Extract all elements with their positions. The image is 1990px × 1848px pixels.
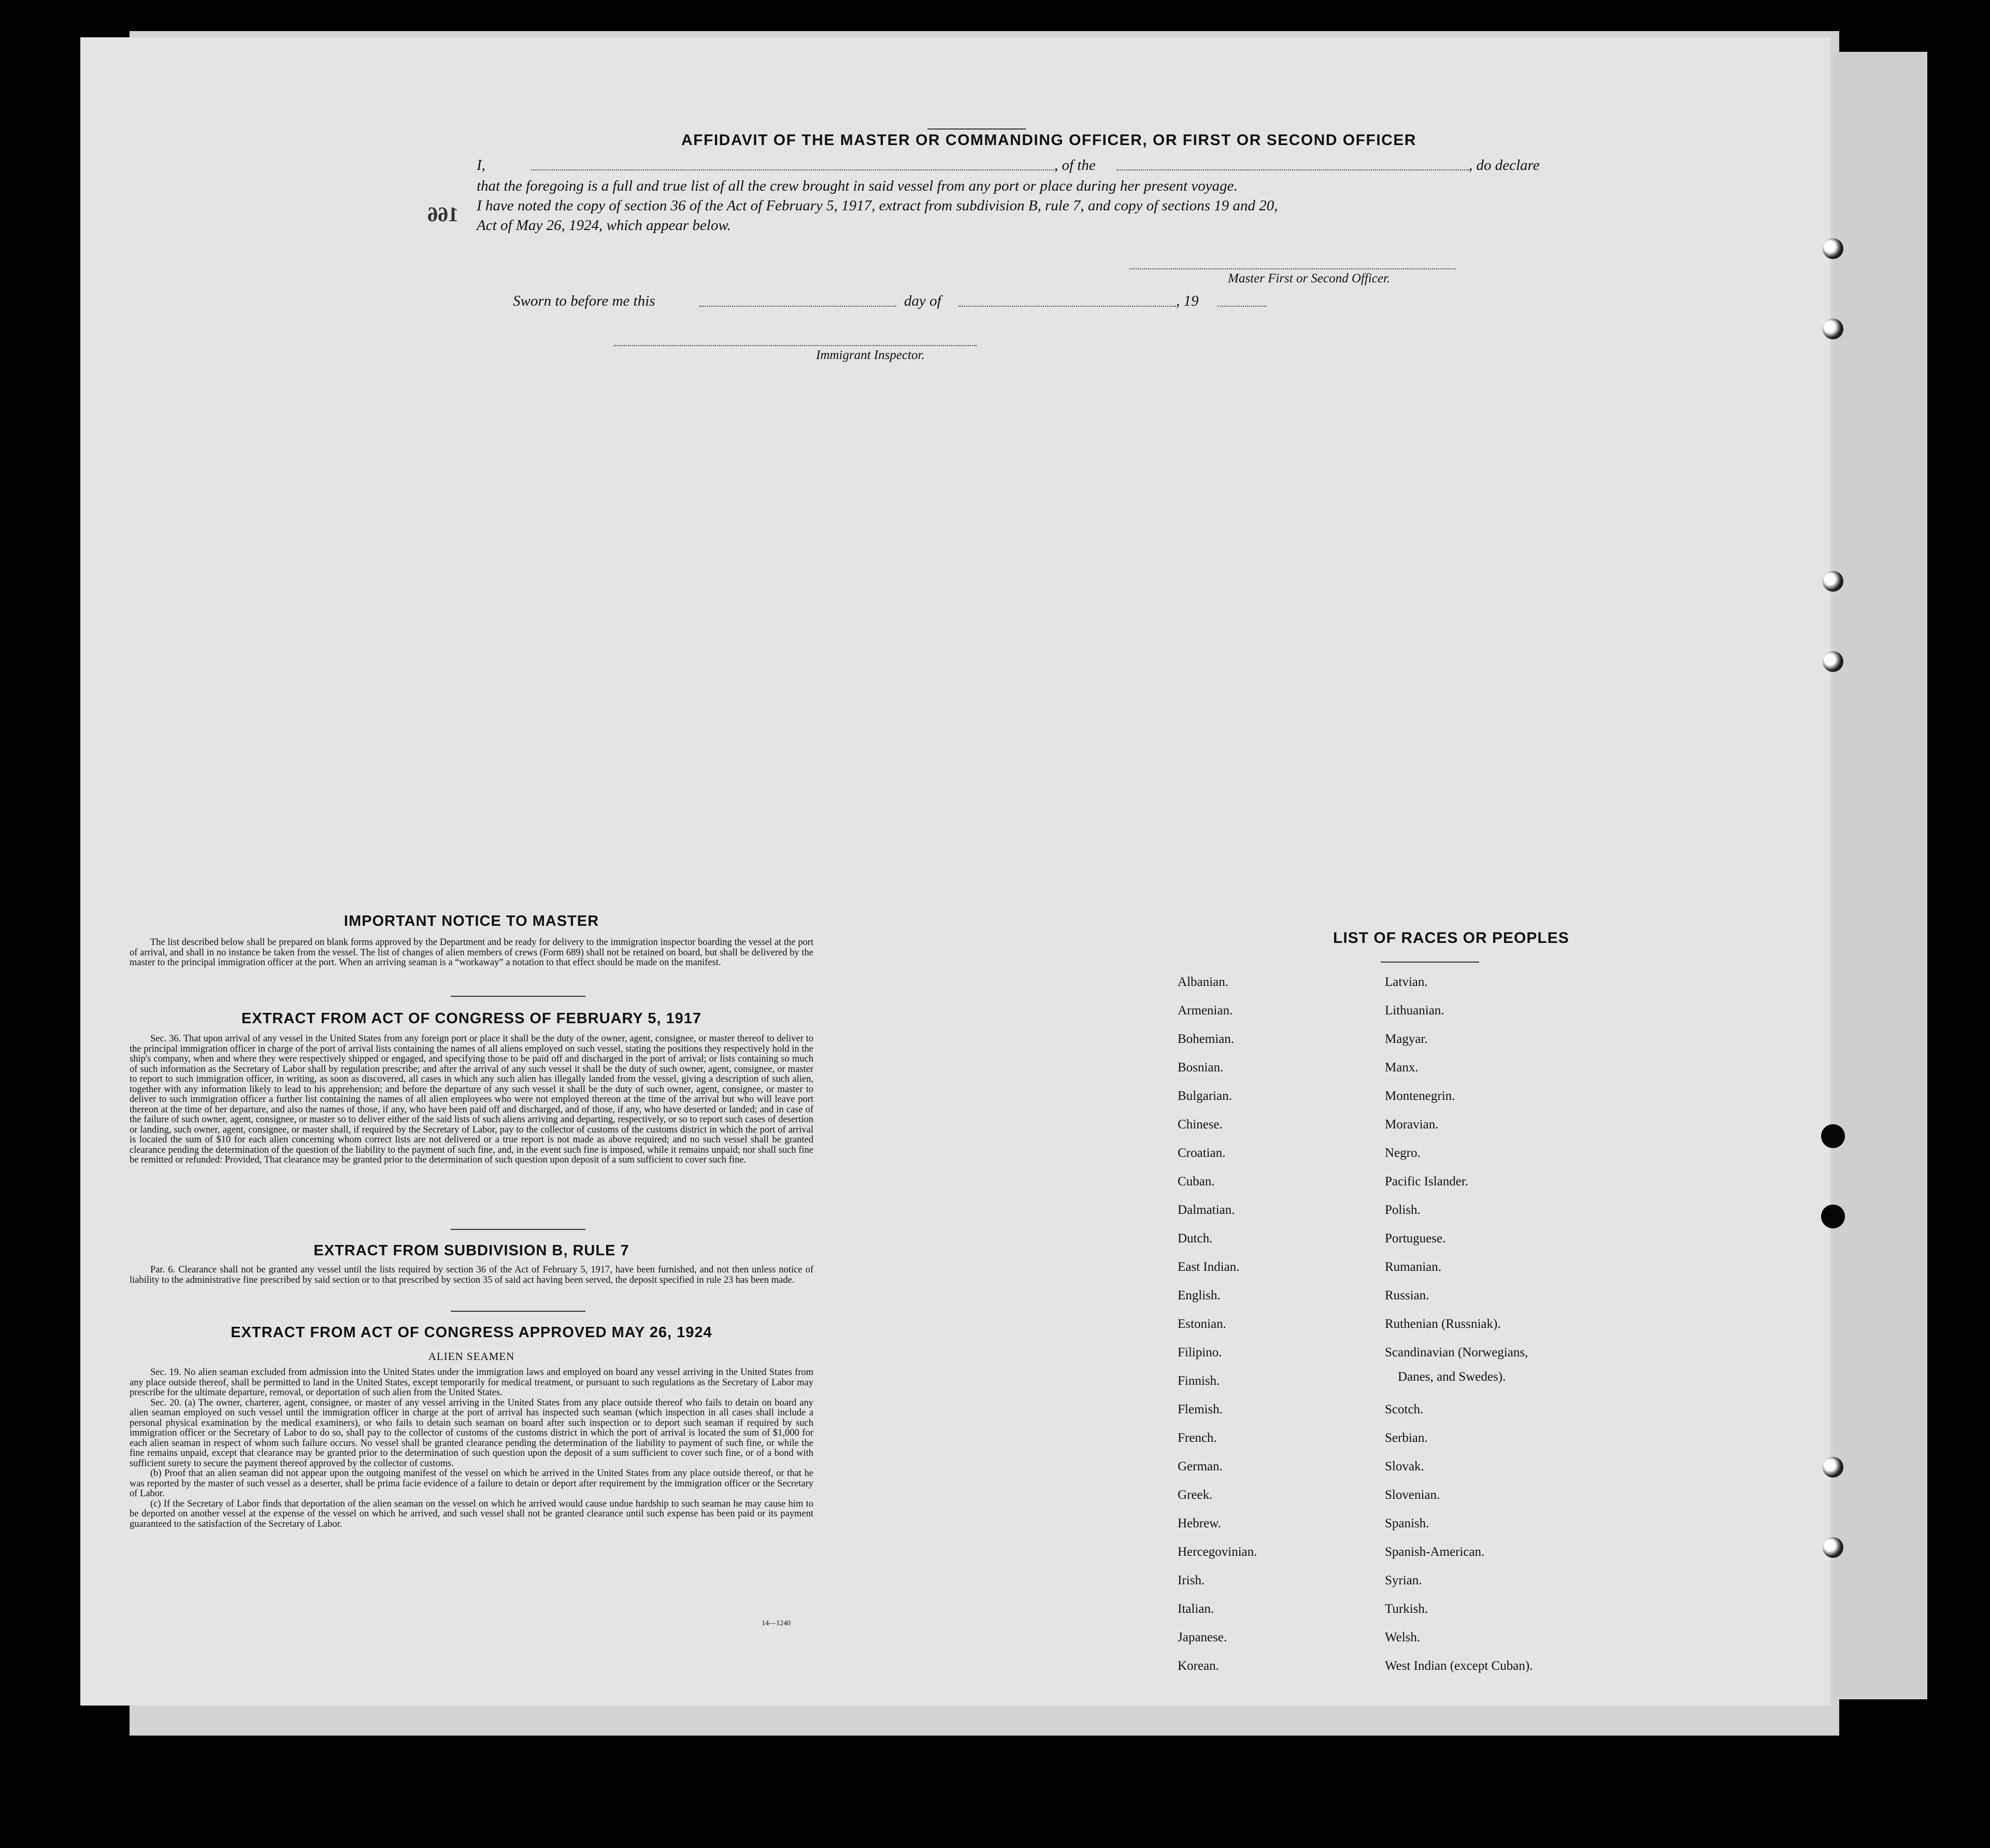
race-item: Polish. (1385, 1203, 1421, 1217)
races-title: LIST OF RACES OR PEOPLES (1333, 929, 1569, 947)
race-item: Magyar. (1385, 1032, 1428, 1046)
master-signature-label: Master First or Second Officer. (1228, 271, 1391, 285)
race-item: Manx. (1385, 1061, 1419, 1075)
extract-1917-text: Sec. 36. That upon arrival of any vessel in the United States from any foreign port or place it shall be the duty of the owner, agent, consignee, or master thereof to deliver to the principal immigration officer in charge of the port of arrival lists containing the names of all aliens employed on such vessel, stating the positions they respectively hold in the ship's company, when and where they were respectively shipped or engaged, and specifying those to be paid off and discharged in the port of arrival; or lists containing so much of such information as the Secretary of Labor shall by regulation prescribe; and after the arrival of any such vessel it shall be the duty of such owner, agent, consignee, or master to report to such immigration officer, in writing, as soon as discovered, all cases in which any such alien has illegally landed from the vessel, giving a description of such alien, together with any information likely to lead to his apprehension; and before the departure of any such vessel it shall be the duty of such owner, agent, consignee, or master to deliver to such immigration officer a further list containing the names of all alien employees who were not employed thereon at the time of the arrival but who will leave port thereon at the time of her departure, and also the names of those, if any, who have been paid off and discharged, and of those, if any, who have deserted or landed; and in case of the failure of such owner, agent, consignee, or master so to deliver either of the said lists of such aliens arriving and departing, respectively, or so to report such cases of desertion or landing, such owner, agent, consignee, or master shall, if required by the Secretary of Labor, pay to the collector of customs of the customs district in which the port of arrival is located the sum of $10 for each alien concerning whom correct lists are not delivered or a true report is not made as above required; and no such vessel shall be granted clearance pending the determination of the question of the liability to the payment of such fine, and, in the event such fine is imposed, while it remains unpaid; nor shall such fine be remitted or refunded: Provided, That clearance may be granted prior to the determination of such question upon deposit of a sum sufficient to cover such fine. (130, 1034, 813, 1165)
race-item: Serbian. (1385, 1431, 1428, 1445)
sec19-text: Sec. 19. No alien seaman excluded from admission into the United States under the immigration laws and employed on board any vessel arriving in the United States from any place outside thereof, shall be permitted to land in the United States, except temporarily for medical treatment, or pursuant to such regulations as the Secretary of Labor may prescribe for the ultimate departure, removal, or deportation of such alien from the United States. (130, 1367, 813, 1398)
sworn-day-blank (699, 306, 896, 307)
race-item: Slovenian. (1385, 1488, 1440, 1502)
sec20b-text: (b) Proof that an alien seaman did not appear upon the outgoing manifest of the vessel on which he arrived in the United States from any place outside thereof, or that he was reported by the master of such vessel as a deserter, shall be prima facie evidence of a failure to detain or deport after requirement by the immigration officer or the Secretary of Labor. (130, 1468, 813, 1499)
race-item: Scotch. (1385, 1402, 1424, 1416)
punch-hole (1821, 1205, 1845, 1228)
race-item: Irish. (1178, 1573, 1205, 1587)
race-item: Spanish-American. (1385, 1545, 1485, 1559)
race-item: Welsh. (1385, 1630, 1421, 1644)
race-item: Croatian. (1178, 1146, 1226, 1160)
race-item: Portuguese. (1385, 1231, 1446, 1245)
extract-1917-title: EXTRACT FROM ACT OF CONGRESS OF FEBRUARY 5, 1917 (241, 1010, 702, 1027)
race-item: Turkish. (1385, 1602, 1428, 1616)
punch-hole (1823, 651, 1843, 672)
race-item: Hebrew. (1178, 1516, 1221, 1530)
race-item: Syrian. (1385, 1573, 1422, 1587)
year-blank (1218, 306, 1267, 307)
punch-hole (1823, 1537, 1843, 1558)
race-item: Ruthenian (Russniak). (1385, 1317, 1501, 1331)
vessel-blank (1116, 169, 1469, 170)
race-item: Moravian. (1385, 1118, 1439, 1131)
race-item: English. (1178, 1288, 1221, 1302)
race-item: Slovak. (1385, 1459, 1424, 1473)
form-number: 14—1240 (762, 1620, 791, 1627)
notice-title: IMPORTANT NOTICE TO MASTER (343, 913, 599, 929)
sec20c-text: (c) If the Secretary of Labor finds that deportation of the alien seaman on the vessel on which he arrived would cause undue hardship to such seaman he may cause him to be deported on another vessel at the expense of the vessel on which he arrived, and such vessel shall not be granted clearance until such expense has been paid or its payment guaranteed to the satisfaction of the Secretary of Labor. (130, 1498, 813, 1529)
race-item: Latvian. (1385, 975, 1428, 989)
race-item: Finnish. (1178, 1374, 1220, 1388)
punch-hole (1823, 319, 1843, 339)
alien-seamen-subtitle: ALIEN SEAMEN (428, 1350, 515, 1363)
race-item: Negro. (1385, 1146, 1421, 1160)
race-item: Chinese. (1178, 1118, 1223, 1131)
stamp-number: 166 (427, 203, 459, 226)
race-item: German. (1178, 1459, 1223, 1473)
underlying-sheet-edge (1834, 52, 1927, 1699)
master-signature-line (1129, 268, 1456, 269)
divider (927, 128, 1026, 130)
sworn-label: Sworn to before me this (513, 293, 655, 309)
declaration-of-the: , of the (1054, 157, 1096, 174)
race-item: Montenegrin. (1385, 1089, 1455, 1103)
race-item: Albanian. (1178, 975, 1228, 989)
race-item: Japanese. (1178, 1630, 1227, 1644)
name-blank (531, 169, 1054, 170)
inspector-signature-label: Immigrant Inspector. (816, 348, 925, 362)
divider (451, 1311, 585, 1312)
year-label: , 19 (1176, 293, 1199, 309)
race-item: Pacific Islander. (1385, 1174, 1469, 1188)
punch-hole (1823, 1457, 1843, 1478)
race-item: Korean. (1178, 1659, 1219, 1673)
punch-hole (1823, 571, 1843, 592)
race-item: Filipino. (1178, 1345, 1222, 1359)
race-item: Rumanian. (1385, 1260, 1442, 1274)
document-page (80, 37, 1830, 1706)
declaration-line-1: that the foregoing is a full and true list of all the crew brought in said vessel from any port or place during her present voyage. (477, 178, 1238, 194)
inspector-signature-line (614, 345, 977, 346)
punch-hole (1823, 238, 1843, 259)
divider (451, 996, 585, 997)
notice-text: The list described below shall be prepared on blank forms approved by the Department and be ready for delivery to the immigration inspector boarding the vessel at the port of arrival, and shall in no instance be taken from the vessel. The list of changes of alien members of crews (Form 689) shall not be retained on board, but shall be delivered by the master to the principal immigration officer at the port. When an arriving seaman is a “workaway” a notation to that effect should be made on the manifest. (130, 937, 813, 968)
affidavit-title: AFFIDAVIT OF THE MASTER OR COMMANDING OFFICER, OR FIRST OR SECOND OFFICER (681, 132, 1416, 149)
race-item: Bosnian. (1178, 1061, 1224, 1075)
punch-hole (1821, 1124, 1845, 1148)
race-item: Hercegovinian. (1178, 1545, 1257, 1559)
declaration-line-2: I have noted the copy of section 36 of the Act of February 5, 1917, extract from subdivision B, rule 7, and copy of sections 19 and 20, (477, 197, 1278, 214)
race-item: Greek. (1178, 1488, 1213, 1502)
extract-1924-title: EXTRACT FROM ACT OF CONGRESS APPROVED MAY 26, 1924 (231, 1324, 712, 1341)
race-item: Italian. (1178, 1602, 1214, 1616)
race-item: Cuban. (1178, 1174, 1215, 1188)
race-item: Flemish. (1178, 1402, 1223, 1416)
declaration-do-declare: , do declare (1469, 157, 1540, 174)
race-item: West Indian (except Cuban). (1385, 1659, 1533, 1673)
race-item: Armenian. (1178, 1004, 1233, 1018)
declaration-line-3: Act of May 26, 1924, which appear below. (477, 217, 731, 234)
race-item: Lithuanian. (1385, 1004, 1444, 1018)
declaration-i: I, (477, 157, 485, 174)
race-item: Dutch. (1178, 1231, 1213, 1245)
sec20a-text: Sec. 20. (a) The owner, charterer, agent, consignee, or master of any vessel arriving in the United States from any place outside thereof who fails to detain on board any alien seaman employed on such vessel until the immigration officer in charge at the port of arrival has inspected such seaman (which inspection in all cases shall include a personal physical examination by the medical examiners), or who fails to detain such seaman on board after such inspection or to deport such seaman if required by such immigration officer or the Secretary of Labor to do so, shall pay to the collector of customs of the customs district in which the port of arrival is located the sum of $1,000 for each alien seaman in respect of whom such failure occurs. No vessel shall be granted clearance pending the determination of the liability to payment of such fine, or while the fine remains unpaid, except that clearance may be granted prior to the determination of such question upon the deposit of a sum sufficient to cover such fine, or of a bond with sufficient surety to secure the payment thereof approved by the collector of customs. (130, 1397, 813, 1469)
race-item: Scandinavian (Norwegians, (1385, 1345, 1528, 1359)
race-item: Spanish. (1385, 1516, 1429, 1530)
race-item: French. (1178, 1431, 1217, 1445)
race-item: East Indian. (1178, 1260, 1240, 1274)
rule7-title: EXTRACT FROM SUBDIVISION B, RULE 7 (313, 1242, 629, 1259)
divider (1381, 962, 1479, 963)
rule7-text: Par. 6. Clearance shall not be granted any vessel until the lists required by section 36 of the Act of February 5, 1917, have been furnished, and not then unless notice of liability to the administrative fine prescribed by said section or to that prescribed by section 35 of said act having been served, the deposit specified in rule 23 has been made. (130, 1265, 813, 1285)
divider (451, 1229, 585, 1230)
day-of-label: day of (904, 293, 941, 309)
race-item: Bohemian. (1178, 1032, 1235, 1046)
race-item: Bulgarian. (1178, 1089, 1232, 1103)
race-scandinavian-continued: Danes, and Swedes). (1398, 1370, 1506, 1384)
race-item: Dalmatian. (1178, 1203, 1235, 1217)
extract-1924-body (130, 1368, 813, 1529)
race-item: Russian. (1385, 1288, 1429, 1302)
sworn-month-blank (958, 306, 1176, 307)
race-item: Estonian. (1178, 1317, 1226, 1331)
